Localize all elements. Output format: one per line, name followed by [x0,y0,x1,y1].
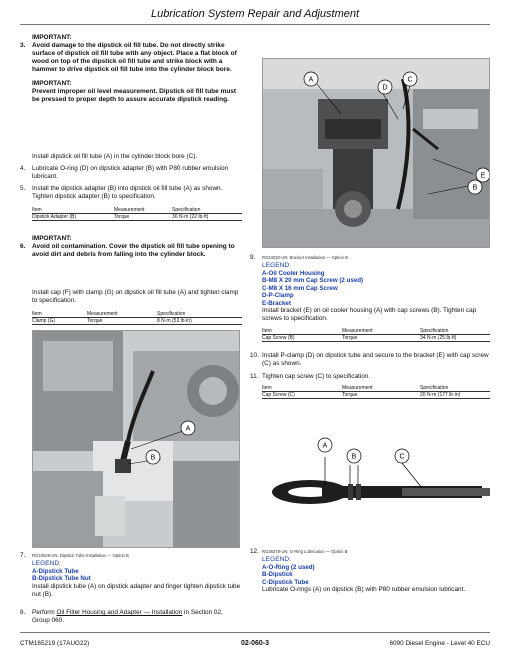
spec-rule [32,220,242,221]
legend-item: B-Dipstick [262,571,293,579]
spec-item: Cap Screw (C) [262,391,295,398]
legend-title: LEGEND: [262,262,291,269]
step-10 [250,352,490,368]
step-8-text [20,609,242,625]
step-number: 8. [20,609,26,616]
spec-rule [32,324,242,325]
step-11-text: Tighten cap screw (C) to specification. [262,373,371,380]
spec-header-specification: Specification [172,207,201,213]
spec-table [262,385,490,398]
legend-item: C-Dipstick Tube [262,578,309,586]
figure-caption: RG38279-UN: O-Ring Lubrication — Option B [262,549,348,554]
spec-row [262,392,490,398]
figure-caption: RG34028-UN: Dipstick Tube Installation — Option B [32,553,129,558]
step-number: 11. [250,373,259,380]
spec-rule [262,398,490,399]
engine-illustration [263,59,490,248]
step-8 [20,609,242,625]
step-number: 5. [20,185,26,192]
callout-b: B [351,453,357,461]
legend-item: B-Dipstick Tube Nut [32,575,91,583]
important-label: IMPORTANT: [32,80,72,87]
step-number: 9. [250,254,256,261]
step-4-text: Lubricate O-ring (D) on dipstick adapter (B) with P80 rubber emulsion lubricant. [32,165,229,180]
callout-e: E [480,172,486,180]
legend-item: A-O-Ring (2 used) [262,564,315,571]
bracket-photo [262,58,490,248]
legend-item: D-P-Clamp [262,292,294,300]
step-number: 4. [20,165,26,172]
spec-header-measurement: Measurement [342,385,373,391]
callout-c: C [399,453,405,461]
step-10-text: Install P-clamp (D) on dipstick tube and secure to the bracket (E) with cap screw (C) as shown. [262,352,489,367]
step-number: 3. [20,42,26,49]
callout-a: A [322,442,328,450]
spec-table [32,311,242,324]
o-ring-illustration [262,430,490,545]
figure-caption: RG34030-UN: Bracket Installation — Option B [262,255,348,260]
step-3 [20,42,242,74]
callout-a: A [185,425,191,433]
spec-value: 34 N·m (25 lb·ft) [420,334,457,341]
step-8-in: in [184,609,190,616]
spec-rule [262,341,490,342]
legend-item: A-Dipstick Tube [32,568,79,575]
legend-item: A-Oil Cooler Housing [262,270,325,277]
spec-header-measurement: Measurement [87,311,118,317]
footer-page-number: 02-060-3 [240,640,270,647]
spec-header-item: Item [32,207,42,213]
spec-header-item: Item [262,328,272,334]
spec-measurement: Torque [342,391,358,398]
spec-header-item: Item [262,385,272,391]
step-5-text: Install the dipstick adapter (B) into dipstick oil fill tube (A) as shown. Tighten dipstick adapter (B) to specification. [32,185,223,200]
step-number: 10. [250,352,259,359]
step-12 [250,548,490,594]
spec-measurement: Torque [114,213,130,220]
legend-item: C-M8 X 16 mm Cap Screw [262,284,338,292]
important-block [20,235,242,259]
spec-header-item: Item [32,311,42,317]
spec-item: Cap Screw (B) [262,334,295,341]
spec-row [262,335,490,341]
spec-header-measurement: Measurement [342,328,373,334]
install-tube-text: Install dipstick oil fill tube (A) in the cylinder block bore (C). [32,153,198,160]
step-9 [250,254,490,323]
step-7-text: Install dipstick tube (A) on dipstick adapter and finger tighten dipstick tube nut (B). [32,582,241,598]
footer-doc-id: CTM165219 (17AUG22) [20,640,90,647]
step-4 [20,165,242,181]
footer-divider [20,632,490,633]
spec-header-measurement: Measurement [114,207,145,213]
legend-item: E-Bracket [262,299,291,307]
oil-filter-housing-link[interactable]: Oil Filter Housing and Adapter — Installation [56,609,183,616]
header-divider [20,24,490,25]
step-8-prefix: Perform [32,609,55,616]
step-12-text: Lubricate O-rings (A) on dipstick (B) with P80 rubber emulsion lubricant. [262,586,466,594]
important-label: IMPORTANT: [32,34,72,41]
spec-item: Clamp (G) [32,317,56,324]
step-6-text: Avoid oil contamination. Cover the dipstick oil fill tube opening to avoid dirt and debris from falling into the cylinder block. [32,243,235,258]
step-5 [20,185,242,201]
important-label: IMPORTANT: [32,235,72,242]
step-8-suffix: Section 02, Group 060. [32,609,223,624]
step-11 [250,373,490,381]
dipstick-tube-photo [32,330,240,548]
spec-table [32,207,242,220]
spec-measurement: Torque [87,317,103,324]
legend-item: B-M8 X 20 mm Cap Screw (2 used) [262,277,364,285]
important-text: Prevent improper oil level measurement. Dipstick oil fill tube must be pressed to proper depth to assure accurate dipstick reading. [32,88,237,103]
install-cap-text: Install cap (F) with clamp (G) on dipstick oil fill tube (A) and tighten clamp to specification. [32,289,239,304]
callout-b: B [472,184,478,192]
spec-header-specification: Specification [420,385,449,391]
footer-engine-title: 6090 Diesel Engine - Level 40 ECU [389,640,490,647]
callout-c: C [407,76,413,84]
callout-d: D [382,84,388,92]
step-number: 12. [250,548,259,555]
spec-value: 8 N·m (53 lb·in) [157,317,192,324]
spec-table [262,328,490,341]
engine-illustration [33,331,240,548]
step-3-text: Avoid damage to the dipstick oil fill tube. Do not directly strike surface of dipstick oil fill tube with any object. Place a flat block of wood on top of the dipstick oil fill tube and strike block with a hammer to drive dipstick oil fill tube into the cylinder block bore. [32,42,237,73]
spec-value: 30 N·m (22 lb·ft) [172,213,209,220]
callout-a: A [308,76,314,84]
left-column [20,34,242,104]
callout-b: B [150,454,156,462]
legend-title: LEGEND: [262,556,291,563]
dipstick-drawing [262,430,490,545]
spec-measurement: Torque [342,334,358,341]
step-6 [20,243,242,259]
spec-header-specification: Specification [420,328,449,334]
legend-title: LEGEND: [32,560,61,567]
spec-header-specification: Specification [157,311,186,317]
step-7 [20,552,242,599]
step-number: 7. [20,552,26,559]
page-header-title: Lubrication System Repair and Adjustment [150,8,360,20]
step-number: 6. [20,243,26,250]
spec-value: 20 N·m (177 lb·in) [420,391,461,398]
spec-item: Dipstick Adapter (B) [32,213,77,220]
step-9-text: Install bracket (E) on oil cooler housing (A) with cap screws (B). Tighten cap screws to specification. [262,307,477,323]
